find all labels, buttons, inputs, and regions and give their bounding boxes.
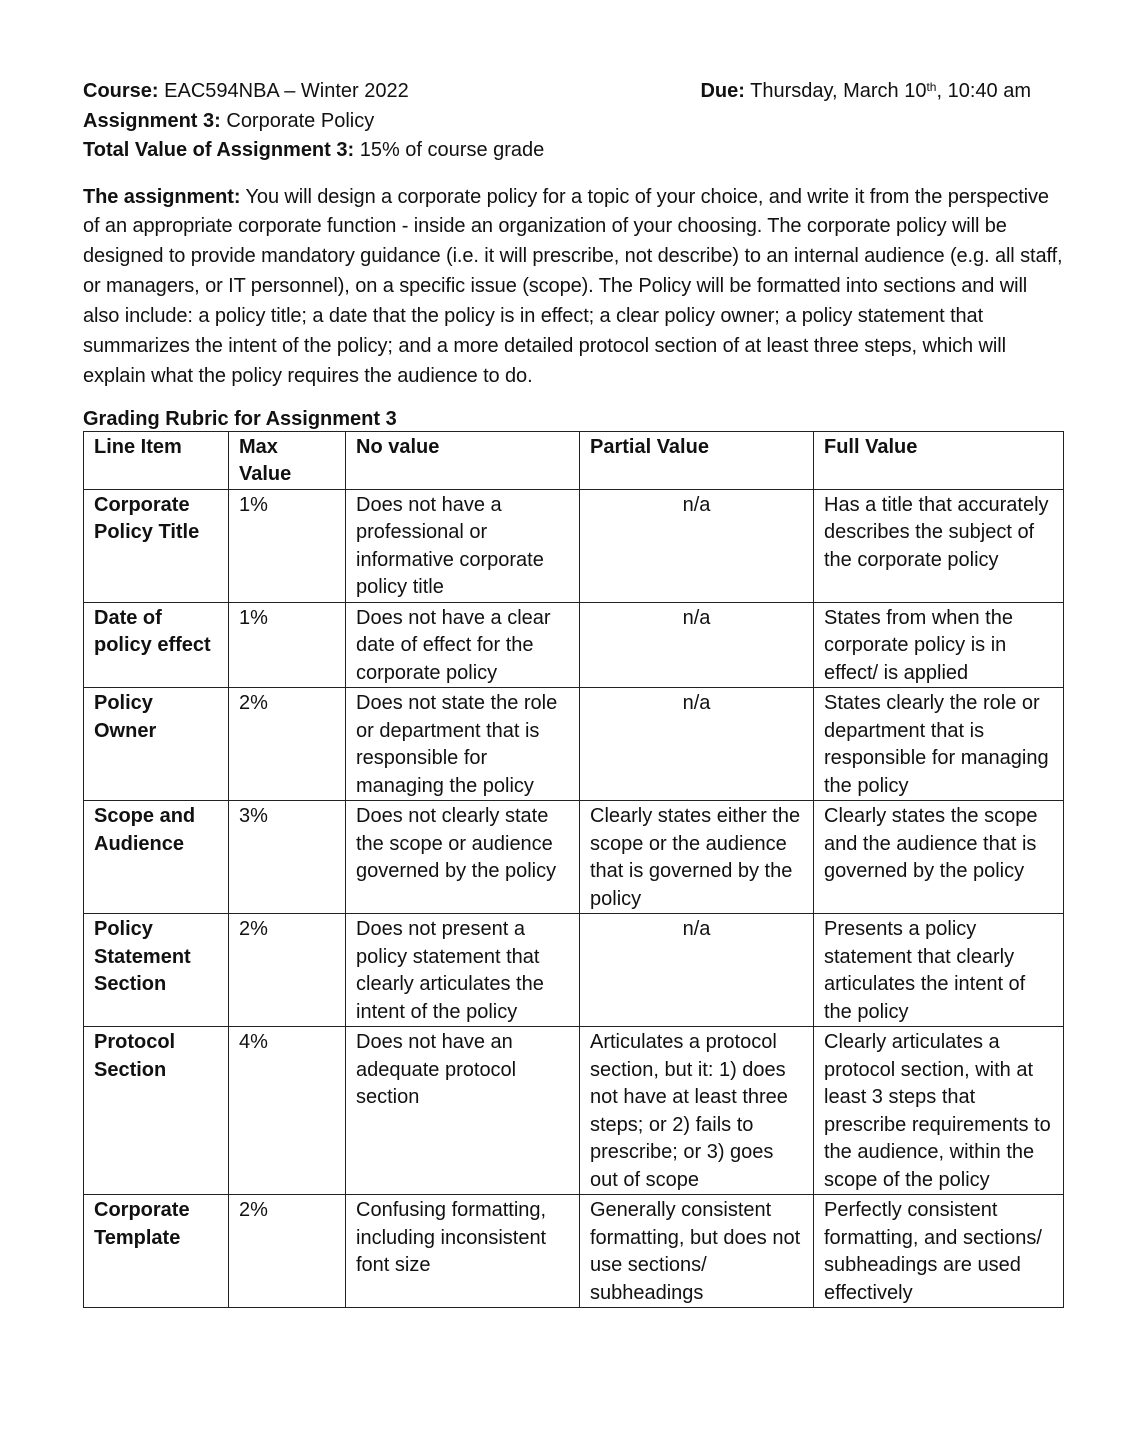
assignment-description xyxy=(83,183,1063,392)
full-value-cell: States clearly the role or department that is responsible for managing the policy xyxy=(814,688,1064,801)
full-value-cell: Has a title that accurately describes the subject of the corporate policy xyxy=(814,489,1064,602)
assignment-label: Assignment 3: xyxy=(83,109,221,132)
column-header: No value xyxy=(346,431,580,489)
intro-label: The assignment: xyxy=(83,185,241,208)
course-value: EAC594NBA – Winter 2022 xyxy=(158,80,409,102)
line-item-cell: Policy Statement Section xyxy=(84,914,229,1027)
max-value-cell: 2% xyxy=(229,1195,346,1308)
table-row xyxy=(84,489,1064,602)
partial-value-cell: n/a xyxy=(580,602,814,688)
rubric-title: Grading Rubric for Assignment 3 xyxy=(83,407,397,430)
max-value-cell: 1% xyxy=(229,489,346,602)
column-header: Max Value xyxy=(229,431,346,489)
table-header-row xyxy=(84,431,1064,489)
partial-value-cell: Generally consistent formatting, but does not use sections/ subheadings xyxy=(580,1195,814,1308)
partial-value-cell: Articulates a protocol section, but it: 1) does not have at least three steps; or 2) fails to prescribe; or 3) goes out of scope xyxy=(580,1027,814,1195)
total-label: Total Value of Assignment 3: xyxy=(83,139,355,161)
max-value-cell: 2% xyxy=(229,688,346,801)
partial-value-cell: Clearly states either the scope or the audience that is governed by the policy xyxy=(580,801,814,914)
no-value-cell: Does not have an adequate protocol section xyxy=(346,1027,580,1195)
partial-value-cell: n/a xyxy=(580,489,814,602)
full-value-cell: Presents a policy statement that clearly articulates the intent of the policy xyxy=(814,914,1064,1027)
no-value-cell: Does not have a professional or informative corporate policy title xyxy=(346,489,580,602)
no-value-cell: Does not present a policy statement that clearly articulates the intent of the policy xyxy=(346,914,580,1027)
full-value-cell: States from when the corporate policy is in effect/ is applied xyxy=(814,602,1064,688)
no-value-cell: Confusing formatting, including inconsistent font size xyxy=(346,1195,580,1308)
assignment-value: Corporate Policy xyxy=(220,109,375,132)
no-value-cell: Does not clearly state the scope or audience governed by the policy xyxy=(346,801,580,914)
intro-text: You will design a corporate policy for a topic of your choice, and write it from the perspective of an appropriate corporate function - inside an organization of your choosing. The corporate policy will be designed to provide mandatory guidance (i.e. it will prescribe, not describe) to an internal audience (e.g. all staff, or managers, or IT personnel), on a specific issue (scope). The Policy will be formatted into sections and will also include: a policy title; a date that the policy is in effect; a clear policy owner; a policy statement that summarizes the intent of the policy; and a more detailed protocol section of at least three steps, which will explain what the policy requires the audience to do. xyxy=(83,185,1063,387)
column-header: Line Item xyxy=(84,431,229,489)
table-row xyxy=(84,602,1064,688)
due-value: Thursday, March 10 xyxy=(744,80,927,102)
line-item-cell: Scope and Audience xyxy=(84,801,229,914)
due-time: , 10:40 am xyxy=(936,80,1031,102)
partial-value-cell: n/a xyxy=(580,914,814,1027)
assignment-line xyxy=(83,107,1063,137)
full-value-cell: Perfectly consistent formatting, and sections/ subheadings are used effectively xyxy=(814,1195,1064,1308)
grading-rubric-table xyxy=(83,431,1064,1309)
partial-value-cell: n/a xyxy=(580,688,814,801)
table-row xyxy=(84,688,1064,801)
full-value-cell: Clearly states the scope and the audience that is governed by the policy xyxy=(814,801,1064,914)
full-value-cell: Clearly articulates a protocol section, with at least 3 steps that prescribe requirements to the audience, within the scope of the policy xyxy=(814,1027,1064,1195)
due-date xyxy=(700,77,1031,107)
line-item-cell: Corporate Policy Title xyxy=(84,489,229,602)
due-label: Due: xyxy=(700,80,745,102)
table-row xyxy=(84,1195,1064,1308)
column-header: Full Value xyxy=(814,431,1064,489)
course-line xyxy=(83,77,1063,107)
no-value-cell: Does not state the role or department that is responsible for managing the policy xyxy=(346,688,580,801)
course-label: Course: xyxy=(83,80,159,102)
table-row xyxy=(84,914,1064,1027)
table-row xyxy=(84,801,1064,914)
total-value: 15% of course grade xyxy=(354,139,545,161)
no-value-cell: Does not have a clear date of effect for the corporate policy xyxy=(346,602,580,688)
max-value-cell: 3% xyxy=(229,801,346,914)
table-row xyxy=(84,1027,1064,1195)
due-superscript: th xyxy=(926,80,937,94)
document-page xyxy=(83,77,1063,1308)
line-item-cell: Corporate Template xyxy=(84,1195,229,1308)
line-item-cell: Protocol Section xyxy=(84,1027,229,1195)
column-header: Partial Value xyxy=(580,431,814,489)
total-value-line xyxy=(83,136,1063,166)
max-value-cell: 1% xyxy=(229,602,346,688)
line-item-cell: Policy Owner xyxy=(84,688,229,801)
line-item-cell: Date of policy effect xyxy=(84,602,229,688)
max-value-cell: 4% xyxy=(229,1027,346,1195)
max-value-cell: 2% xyxy=(229,914,346,1027)
